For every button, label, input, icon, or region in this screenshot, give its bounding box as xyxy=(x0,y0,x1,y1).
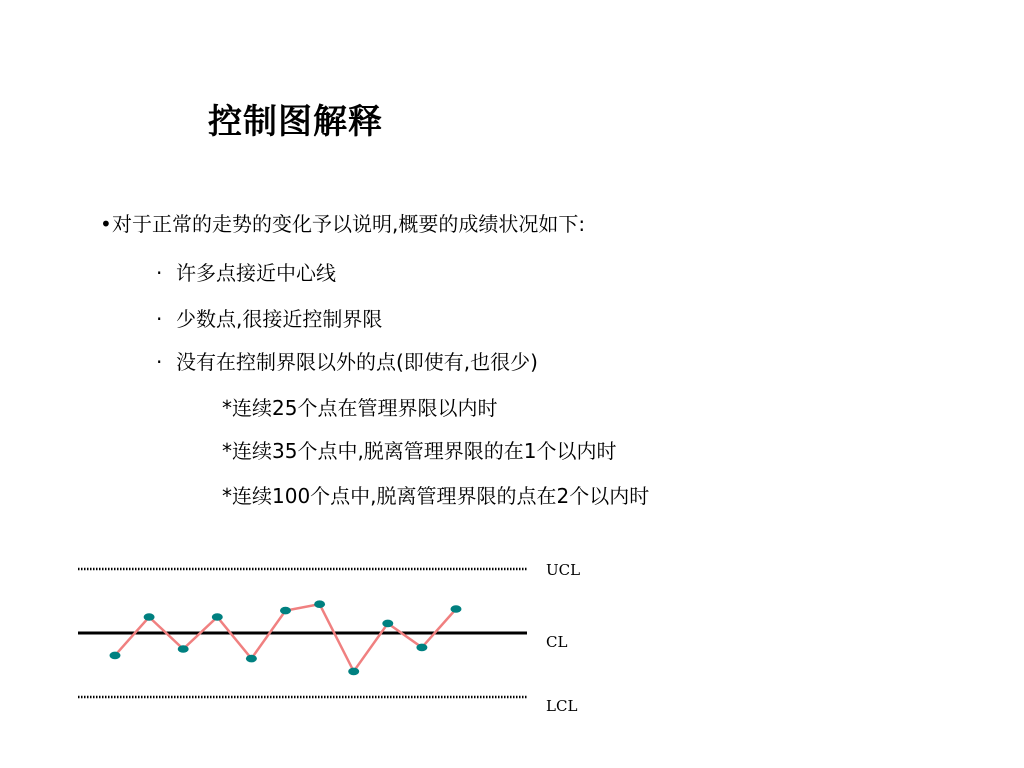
lcl-label: LCL xyxy=(546,697,578,715)
sub-item-marker: · xyxy=(156,350,163,374)
data-point xyxy=(246,655,257,663)
data-point xyxy=(178,645,189,653)
data-point xyxy=(280,607,291,615)
data-point xyxy=(212,613,223,621)
data-point xyxy=(314,600,325,608)
sub-item-text: 少数点,很接近控制界限 xyxy=(176,307,383,331)
data-point xyxy=(110,652,121,660)
sub-item-marker: · xyxy=(156,307,163,331)
bullet-marker: • xyxy=(100,212,112,236)
slide-title: 控制图解释 xyxy=(208,102,383,142)
cl-label: CL xyxy=(546,633,568,651)
sub-item-marker: · xyxy=(156,261,163,285)
rule-item: *连续25个点在管理界限以内时 xyxy=(222,396,498,420)
data-point xyxy=(144,613,155,621)
data-point xyxy=(382,620,393,628)
sub-item-text: 许多点接近中心线 xyxy=(176,261,336,285)
sub-item-text: 没有在控制界限以外的点(即使有,也很少) xyxy=(176,350,538,374)
ucl-label: UCL xyxy=(546,561,581,579)
rule-item: *连续35个点中,脱离管理界限的在1个以内时 xyxy=(222,439,617,463)
data-point xyxy=(348,668,359,676)
data-point xyxy=(416,644,427,652)
main-bullet-text: 对于正常的走势的变化予以说明,概要的成绩状况如下: xyxy=(112,212,586,236)
data-point xyxy=(451,605,462,613)
rule-item: *连续100个点中,脱离管理界限的点在2个以内时 xyxy=(222,484,650,508)
